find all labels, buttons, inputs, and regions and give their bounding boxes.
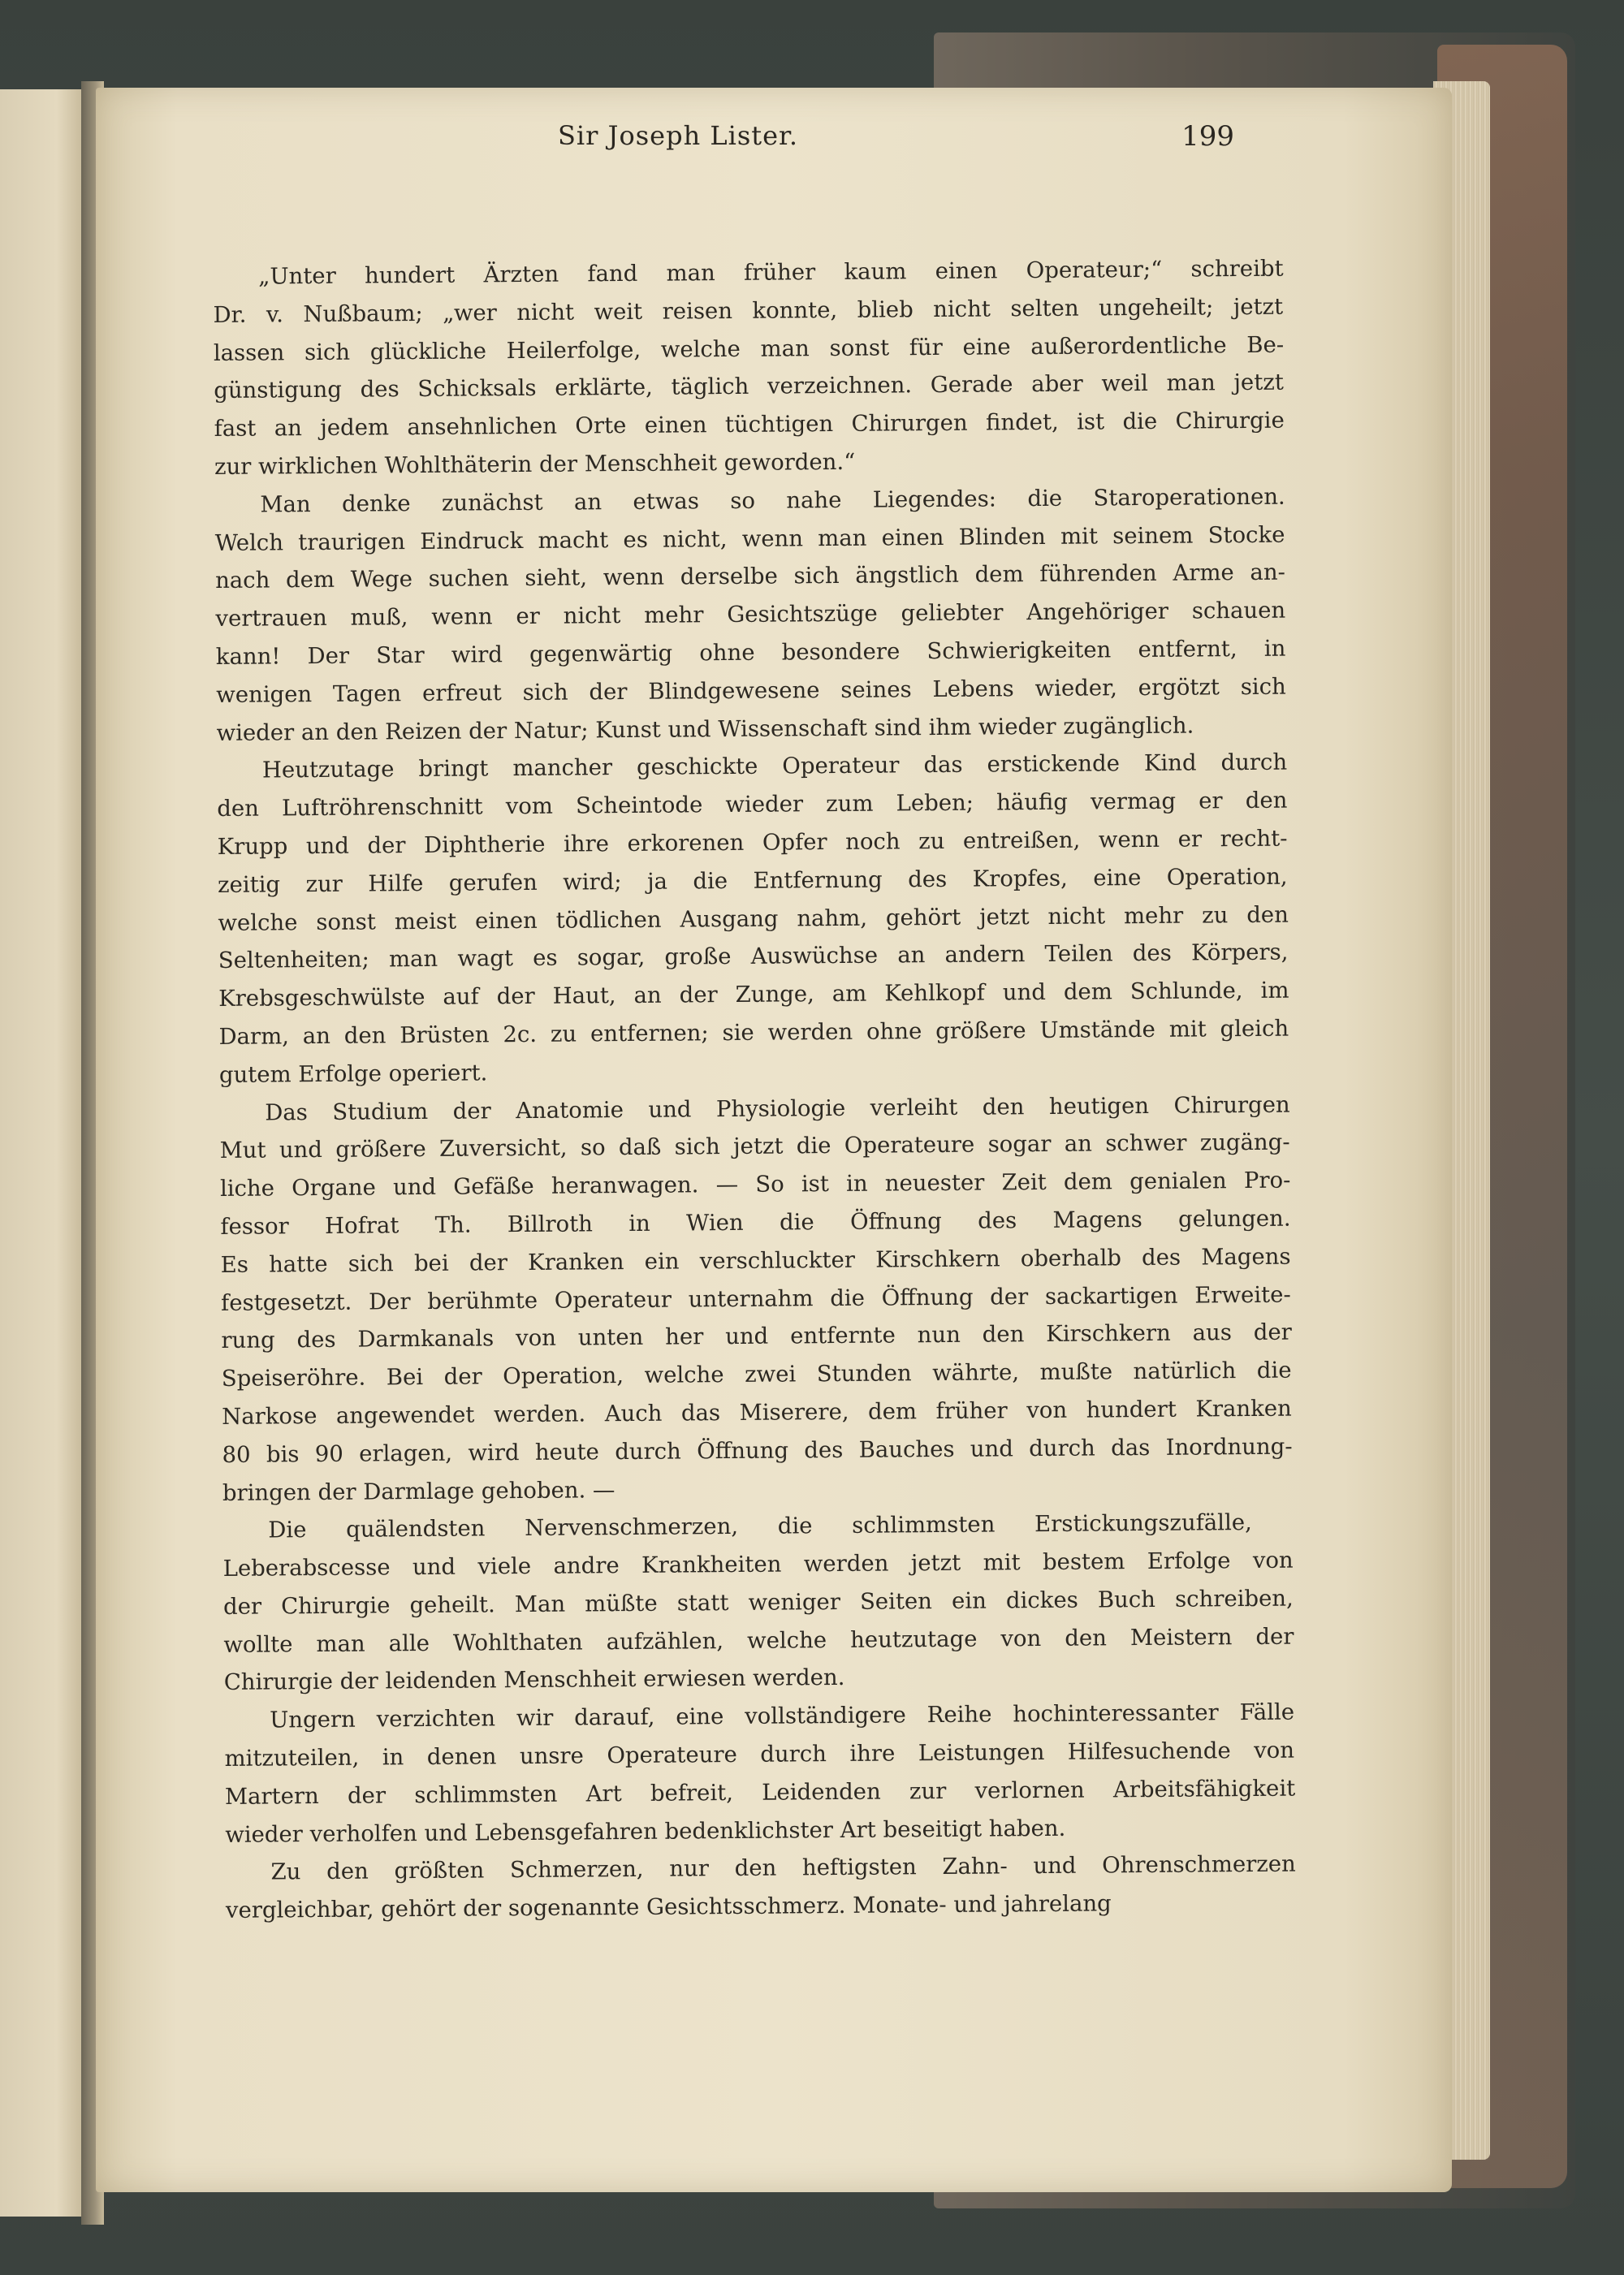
text-line: wenigen Tagen erfreut sich der Blindgewesene seines Lebens wieder, ergötzt sich — [216, 673, 1286, 708]
text-line: bringen der Darmlage gehoben. — — [222, 1476, 615, 1506]
text-line: mitzuteilen, in denen unsre Operateure durch ihre Leistungen Hilfesuchende von — [224, 1737, 1295, 1772]
text-line: Mut und größere Zuversicht, so daß sich jetzt die Operateure sogar an schwer zugäng- — [219, 1129, 1290, 1164]
text-line: Chirurgie der leidenden Menschheit erwiesen werden. — [223, 1664, 845, 1696]
text-line: der Chirurgie geheilt. Man müßte statt weniger Seiten ein dickes Buch schreiben, — [222, 1585, 1294, 1620]
text-line: Krebsgeschwülste auf der Haut, an der Zunge, am Kehlkopf und dem Schlunde, im — [218, 977, 1289, 1012]
text-line: festgesetzt. Der berühmte Operateur unternahm die Öffnung der sackartigen Erweite- — [220, 1281, 1291, 1316]
text-line: Seltenheiten; man wagt es sogar, große Auswüchse an andern Teilen des Körpers, — [218, 939, 1289, 974]
text-line: Es hatte sich bei der Kranken ein verschluckter Kirschkern oberhalb des Magens — [220, 1243, 1291, 1278]
text-line: wieder an den Reizen der Natur; Kunst und Wissenschaft sind ihm wieder zugänglich. — [216, 712, 1194, 746]
text-line: kann! Der Star wird gegenwärtig ohne besondere Schwierigkeiten entfernt, in — [215, 635, 1286, 670]
text-line: zur wirklichen Wohlthäterin der Menschheit geworden.“ — [214, 448, 856, 480]
text-line: zeitig zur Hilfe gerufen wird; ja die Entfernung des Kropfes, eine Operation, — [217, 863, 1288, 898]
text-line: wieder verholfen und Lebensgefahren bedenklichster Art beseitigt haben. — [225, 1815, 1066, 1848]
text-line: Dr. v. Nußbaum; „wer nicht weit reisen konnte, blieb nicht selten ungeheilt; jetzt — [213, 293, 1284, 328]
text-line: fessor Hofrat Th. Billroth in Wien die Öffnung des Magens gelungen. — [220, 1205, 1291, 1240]
text-line: vertrauen muß, wenn er nicht mehr Gesichtszüge geliebter Angehöriger schauen — [215, 597, 1286, 632]
text-line: Das Studium der Anatomie und Physiologie verleiht den heutigen Chirurgen — [265, 1091, 1290, 1126]
running-title: Sir Joseph Lister. — [558, 120, 798, 151]
body-text — [213, 250, 1296, 1930]
text-line: „Unter hundert Ärzten fand man früher kaum einen Operateur;“ schreibt — [258, 255, 1284, 290]
text-line: Speiseröhre. Bei der Operation, welche zwei Stunden währte, mußte natürlich die — [221, 1357, 1292, 1392]
text-line: lassen sich glückliche Heilerfolge, welche man sonst für eine außerordentliche Be- — [213, 331, 1285, 366]
text-line: Krupp und der Diphtherie ihre erkorenen Opfer noch zu entreißen, wenn er recht- — [217, 825, 1288, 860]
text-line: günstigung des Schicksals erklärte, täglich verzeichnen. Gerade aber weil man jetzt — [214, 369, 1284, 404]
text-line: liche Organe und Gefäße heranwagen. — So ist in neuester Zeit dem genialen Pro- — [219, 1167, 1291, 1202]
text-line: Narkose angewendet werden. Auch das Miserere, dem früher von hundert Kranken — [222, 1395, 1292, 1430]
text-line: gutem Erfolge operiert. — [218, 1060, 488, 1088]
text-line: vergleichbar, gehört der sogenannte Gesichtsschmerz. Monate- und jahrelang — [225, 1890, 1112, 1924]
text-line: Leberabscesse und viele andre Krankheiten werden jetzt mit bestem Erfolge von — [222, 1547, 1294, 1582]
text-line: Man denke zunächst an etwas so nahe Liegendes: die Staroperationen. — [260, 483, 1285, 518]
text-line: welche sonst meist einen tödlichen Ausgang nahm, gehört jetzt nicht mehr zu den — [218, 901, 1289, 936]
text-line: wollte man alle Wohlthaten aufzählen, welche heutzutage von den Meistern der — [223, 1623, 1294, 1658]
text-line: Heutzutage bringt mancher geschickte Operateur das erstickende Kind durch — [261, 749, 1288, 784]
text-line: 80 bis 90 erlagen, wird heute durch Öffnung des Bauches und durch das Inordnung- — [222, 1433, 1293, 1468]
left-page-edge — [0, 89, 84, 2217]
text-line: Ungern verzichten wir darauf, eine vollständigere Reihe hochinteressanter Fälle — [270, 1699, 1295, 1733]
page-header — [122, 120, 1234, 169]
text-line: Martern der schlimmsten Art befreit, Leidenden zur verlornen Arbeitsfähigkeit — [224, 1775, 1296, 1810]
page-number: 199 — [1181, 120, 1234, 153]
text-line: Darm, an den Brüsten 2c. zu entfernen; sie werden ohne größere Umstände mit gleich — [218, 1015, 1289, 1050]
text-line: rung des Darmkanals von unten her und entfernte nun den Kirschkern aus der — [221, 1319, 1292, 1354]
text-line: Welch traurigen Eindruck macht es nicht, wenn man einen Blinden mit seinem Stocke — [214, 521, 1285, 556]
text-line: fast an jedem ansehnlichen Orte einen tüchtigen Chirurgen findet, ist die Chirurgie — [214, 407, 1285, 442]
text-line: nach dem Wege suchen sieht, wenn derselbe sich ängstlich dem führenden Arme an- — [214, 559, 1286, 594]
text-line: den Luftröhrenschnitt vom Scheintode wieder zum Leben; häufig vermag er den — [217, 787, 1288, 822]
text-line: Zu den größten Schmerzen, nur den heftigsten Zahn- und Ohrenschmerzen — [270, 1851, 1296, 1885]
text-line: Die quälendsten Nervenschmerzen, die schlimmsten Erstickungszufälle, — [268, 1509, 1252, 1543]
